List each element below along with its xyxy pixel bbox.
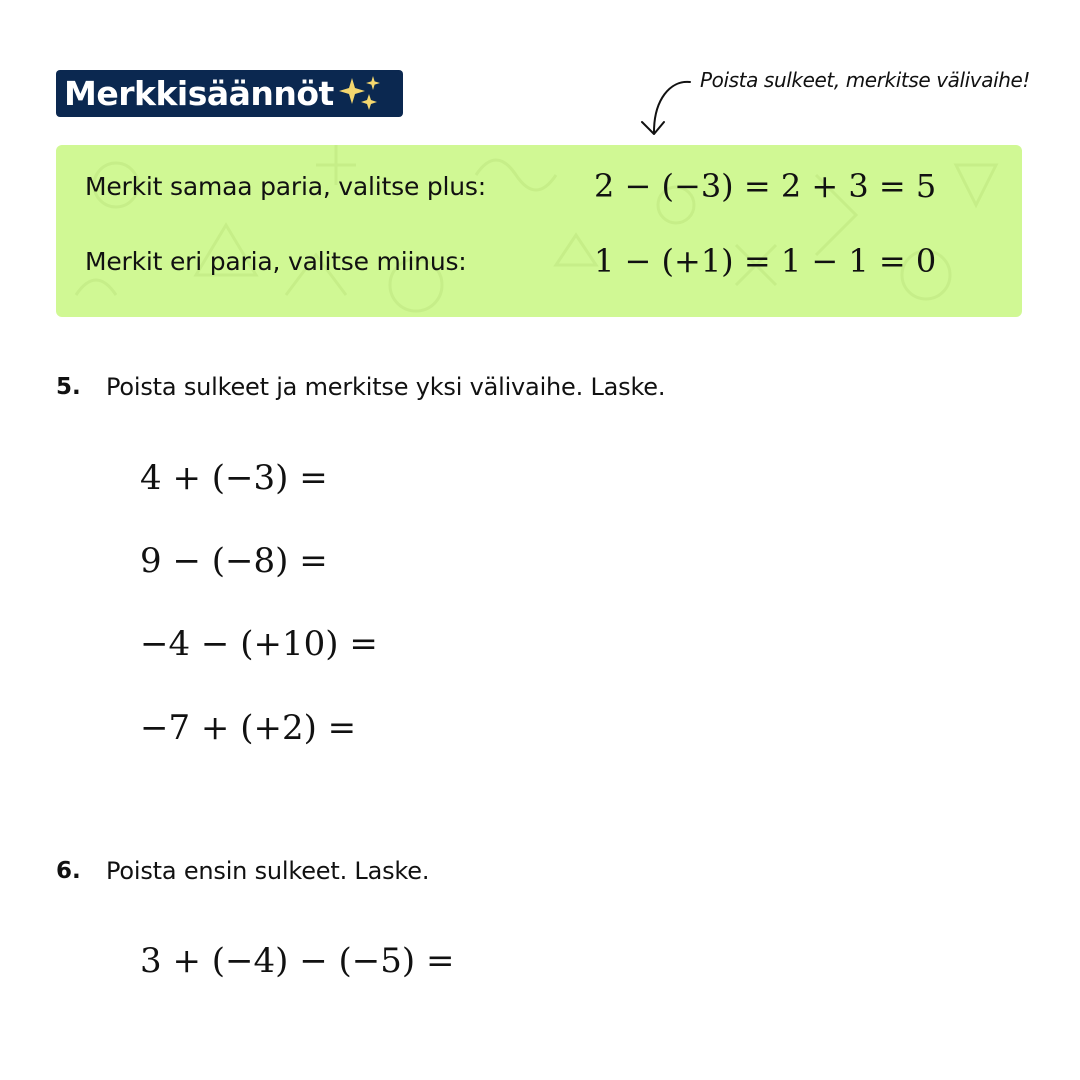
- expression: −4 − (+10) =: [140, 624, 378, 664]
- expression: 3 + (−4) − (−5) =: [140, 941, 455, 981]
- hint-text: Poista sulkeet, merkitse välivaihe!: [700, 68, 1031, 92]
- task-number: 6.: [56, 858, 81, 884]
- expression: 4 + (−3) =: [140, 458, 328, 498]
- expression: −7 + (+2) =: [140, 708, 357, 748]
- curved-arrow-icon: [634, 72, 704, 142]
- rule-label-same-signs: Merkit samaa paria, valitse plus:: [85, 172, 486, 201]
- task-number: 5.: [56, 374, 81, 400]
- rule-label-different-signs: Merkit eri paria, valitse miinus:: [85, 247, 467, 276]
- task-instruction: Poista sulkeet ja merkitse yksi välivaihe. Laske.: [106, 373, 666, 401]
- sparkles-icon: [338, 74, 384, 114]
- expression: 9 − (−8) =: [140, 541, 328, 581]
- rule-example-different-signs: 1 − (+1) = 1 − 1 = 0: [594, 242, 937, 280]
- rule-example-same-signs: 2 − (−3) = 2 + 3 = 5: [594, 167, 937, 205]
- page-title: Merkkisäännöt: [64, 74, 334, 113]
- title-badge: [56, 70, 403, 117]
- rules-box: [56, 145, 1022, 317]
- task-instruction: Poista ensin sulkeet. Laske.: [106, 857, 430, 885]
